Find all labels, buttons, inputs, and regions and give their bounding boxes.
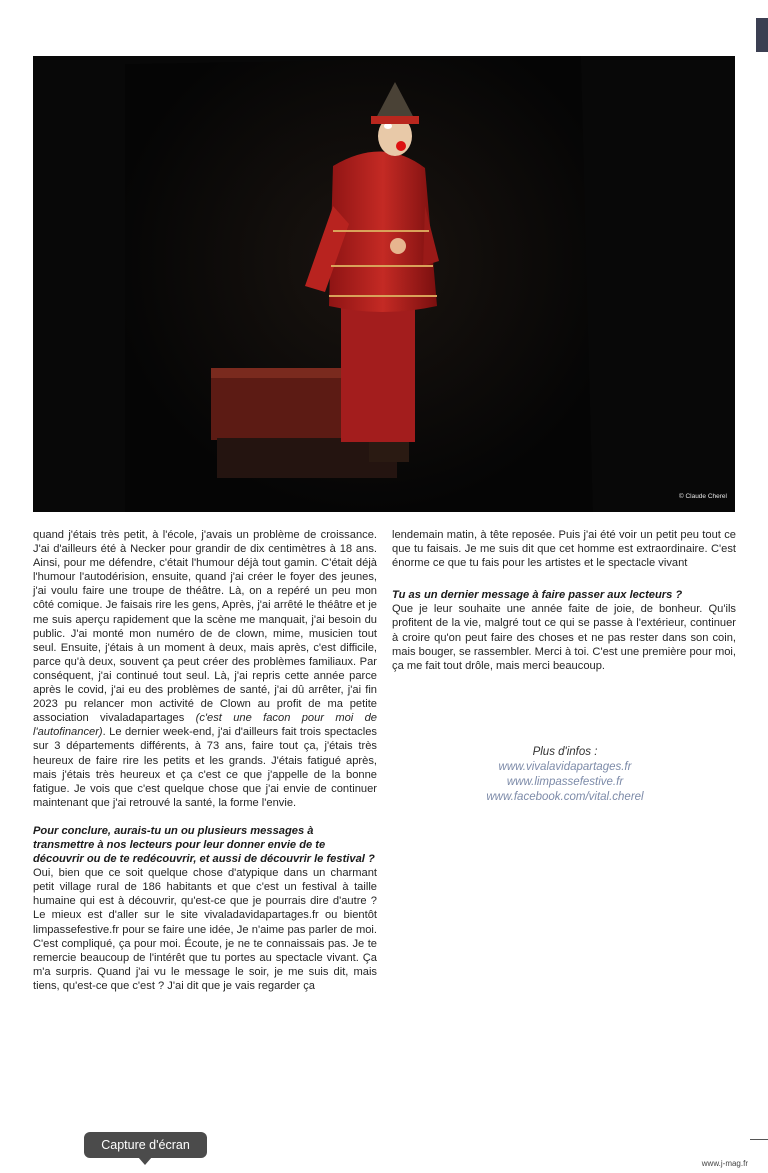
link-limpassefestive[interactable]: www.limpassefestive.fr [506,776,624,788]
photo-credit: © Claude Cherel [678,493,727,500]
left-paragraph-2: Oui, bien que ce soit quelque chose d'atypique dans un charmant petit village rural de 186 habitants et que c'est un festival à taille humaine qui est à découvrir, qu'est-ce que je pourrais dire d'autre ? Le mieux est d'aller sur le site vivaladavidapartages.fr ou bientôt limpassefestive.fr pour se faire une idée, Je n'aime pas parler de moi. C'est compliqué, ça pour moi. Écoute, je ne te connaissais pas. Je te remercie beaucoup de l'intérêt que tu portes au spectacle vivant. Ça m'a surpris. Quand j'ai vu le message le soir, je me suis dit, mais tiens, qu'est-ce que c'est ? J'ai dit que je vais regarder ça [33,867,377,992]
question-heading-2: Tu as un dernier message à faire passer aux lecteurs ? [392,589,683,602]
more-info-title: Plus d'infos : [532,746,598,758]
right-column [392,528,736,673]
tooltip-arrow [138,1157,152,1165]
clown-illustration [33,56,735,512]
footer-url: www.j-mag.fr [701,1159,748,1168]
left-paragraph-1: quand j'étais très petit, à l'école, j'avais un problème de croissance. J'ai d'ailleurs été à Necker pour grandir de dix centimètres à 18 ans. Ainsi, pour me défendre, c'était l'humour déjà tout gamin. C'était déjà l'humour l'autodérision, ensuite, quand j'ai créer le foyer des jeunes, j'ai voulu faire une troupe de théâtre. Là, on a repéré un peu mon côté comique. Je faisais rire les gens, Après, j'ai arrêté le théâtre et je me suis aperçu rapidement que la scène me manquait, j'ai besoin du public. J'ai monté mon numéro de de clown, mime, musicien tout seul. Ensuite, j'étais à un moment à deux, mais après, c'est difficile, parce qu'à deux, souvent ça peut créer des problèmes familiaux. Par conséquent, j'ai continué tout seul. Là, j'ai repris cette année parce après le covid, j'ai eu des problèmes de santé, j'ai dû arrêter, j'ai fin 2023 pu relancer mon activité de Clown au profit de ma petite association vivaladapartages (c'est une facon pour moi de l'autofinancer). Le dernier week-end, j'ai d'ailleurs fait trois spectacles sur 3 départements différents, à 73 ans, faire tout ça, j'étais très heureux de faire rire les petits et les grands. J'étais fatigué après, mais j'étais très heureux et ça c'est ce que j'appelle de la bonne fatigue. Je vois que c'est quelque chose que j'ai envie de continuer maintenant que j'ai retrouvé la santé, la forme l'envie. [33,529,378,809]
page-corner-tab [756,18,768,52]
italic-aside: (c'est une facon pour moi de l'autofinancer) [33,712,378,739]
clown-photo [33,56,735,512]
more-info-block [440,745,690,805]
link-vivalavidapartages[interactable]: www.vivalavidapartages.fr [498,761,632,773]
screenshot-tooltip: Capture d'écran [84,1132,207,1158]
link-facebook[interactable]: www.facebook.com/vital.cherel [486,791,644,803]
left-column [33,528,377,993]
footer-divider [750,1139,768,1140]
question-heading-1: Pour conclure, aurais-tu un ou plusieurs messages à transmettre à nos lecteurs pour leur donner envie de te découvrir ou de te redécouvrir, et aussi de découvrir le festival ? [33,824,375,866]
right-paragraph-2: Que je leur souhaite une année faite de joie, de bonheur. Qu'ils profitent de la vie, malgré tout ce qui se passe à l'extérieur, continuer à croire qu'on peut faire des choses et ne pas rester dans son coin, mais bouger, se rassembler. Merci à toi. C'est une première pour moi, ça me fait tout drôle, mais merci beaucoup. [392,603,736,672]
right-paragraph-1: lendemain matin, à tête reposée. Puis j'ai été voir un petit peu tout ce que tu faisais. Je me suis dit que cet homme est extraordinaire. C'est énorme ce que tu fais pour les artistes et le spectacle vivant [392,529,736,570]
